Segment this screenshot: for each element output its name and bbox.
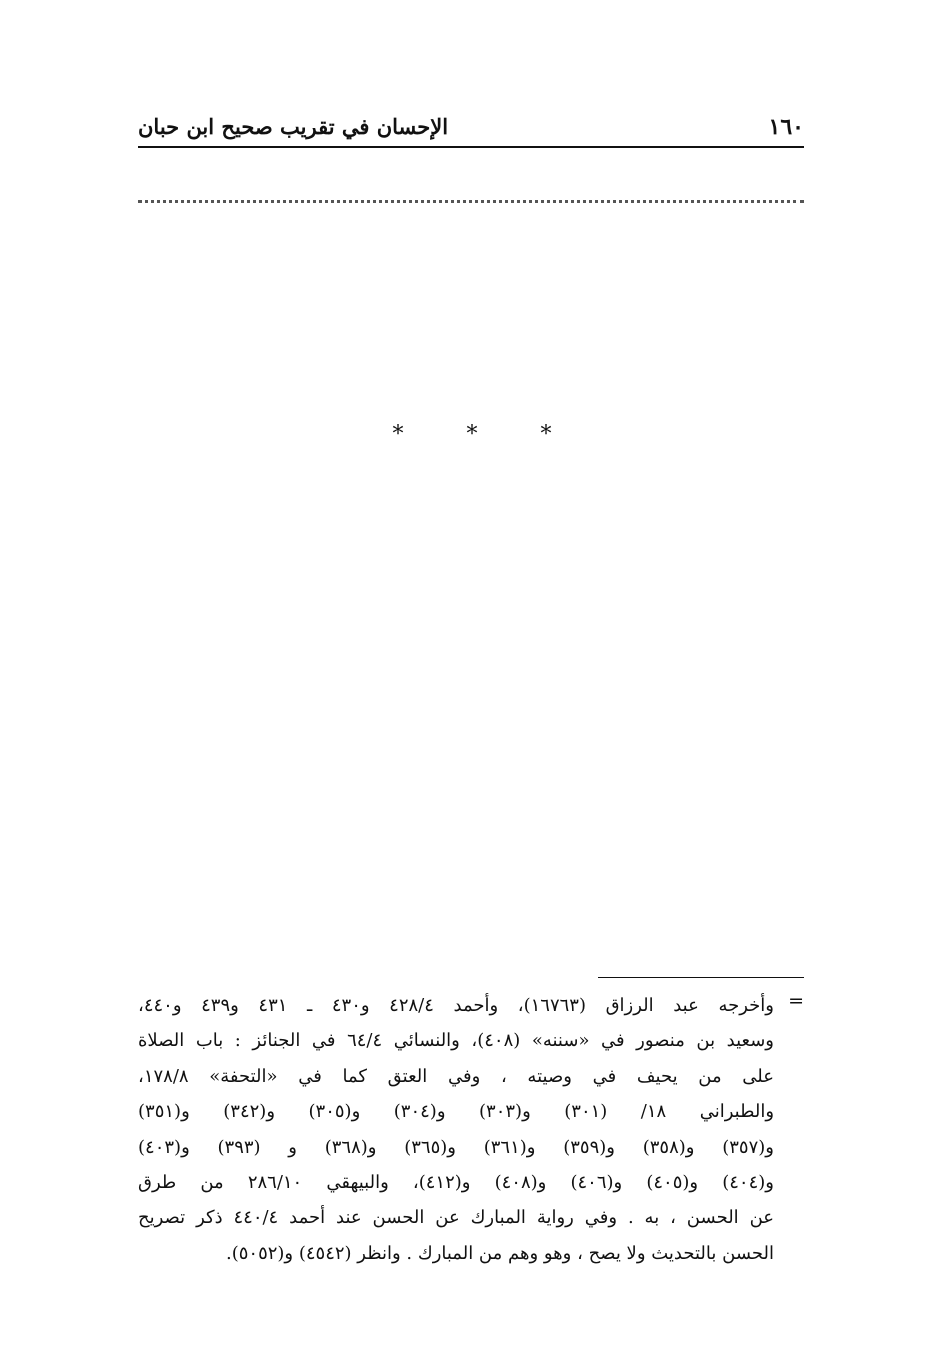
footnote-line: و(٤٠٤) و(٤٠٥) و(٤٠٦) و(٤٠٨) و(٤١٢)، والبيهقي ٢٨٦/١٠ من طرق: [138, 1171, 774, 1193]
footnote-line: الحسن بالتحديث ولا يصح ، وهو وهم من المبارك . وانظر (٤٥٤٢) و(٥٠٥٢).: [225, 1242, 774, 1264]
page-header: [138, 112, 804, 146]
dotted-line: [138, 200, 804, 203]
footnote-line: على من يحيف في وصيته ، وفي العتق كما في «التحفة» ١٧٨/٨،: [138, 1065, 774, 1087]
footnote-line: وسعيد بن منصور في «سننه» (٤٠٨)، والنسائي ٦٤/٤ في الجنائز : باب الصلاة: [138, 1030, 774, 1052]
footnote-line: والطبراني ١٨/ (٣٠١) و(٣٠٣) و(٣٠٤) و(٣٠٥) و(٣٤٢) و(٣٥١): [138, 1101, 775, 1123]
header-rule: [138, 146, 804, 148]
footnote-line: و(٣٥٧) و(٣٥٨) و(٣٥٩) و(٣٦١) و(٣٦٥) و(٣٦٨) و (٣٩٣) و(٤٠٣): [138, 1136, 774, 1158]
running-title: الإحسان في تقريب صحيح ابن حبان: [138, 114, 449, 139]
footnote-line: عن الحسن ، به . وفي رواية المبارك عن الحسن عند أحمد ٤٤٠/٤ ذكر تصريح: [138, 1207, 775, 1229]
footnote-text: [138, 988, 774, 1271]
footnote-continuation-marker: =: [788, 990, 804, 1012]
section-separator: * * *: [392, 422, 580, 447]
page-number: ١٦٠: [768, 114, 804, 140]
footnote-rule: [598, 977, 804, 978]
footnote-line: وأخرجه عبد الرزاق (١٦٧٦٣)، وأحمد ٤٢٨/٤ و٤٣٠ ـ ٤٣١ و٤٣٩ و٤٤٠،: [138, 995, 774, 1016]
footnote: [138, 988, 804, 1271]
